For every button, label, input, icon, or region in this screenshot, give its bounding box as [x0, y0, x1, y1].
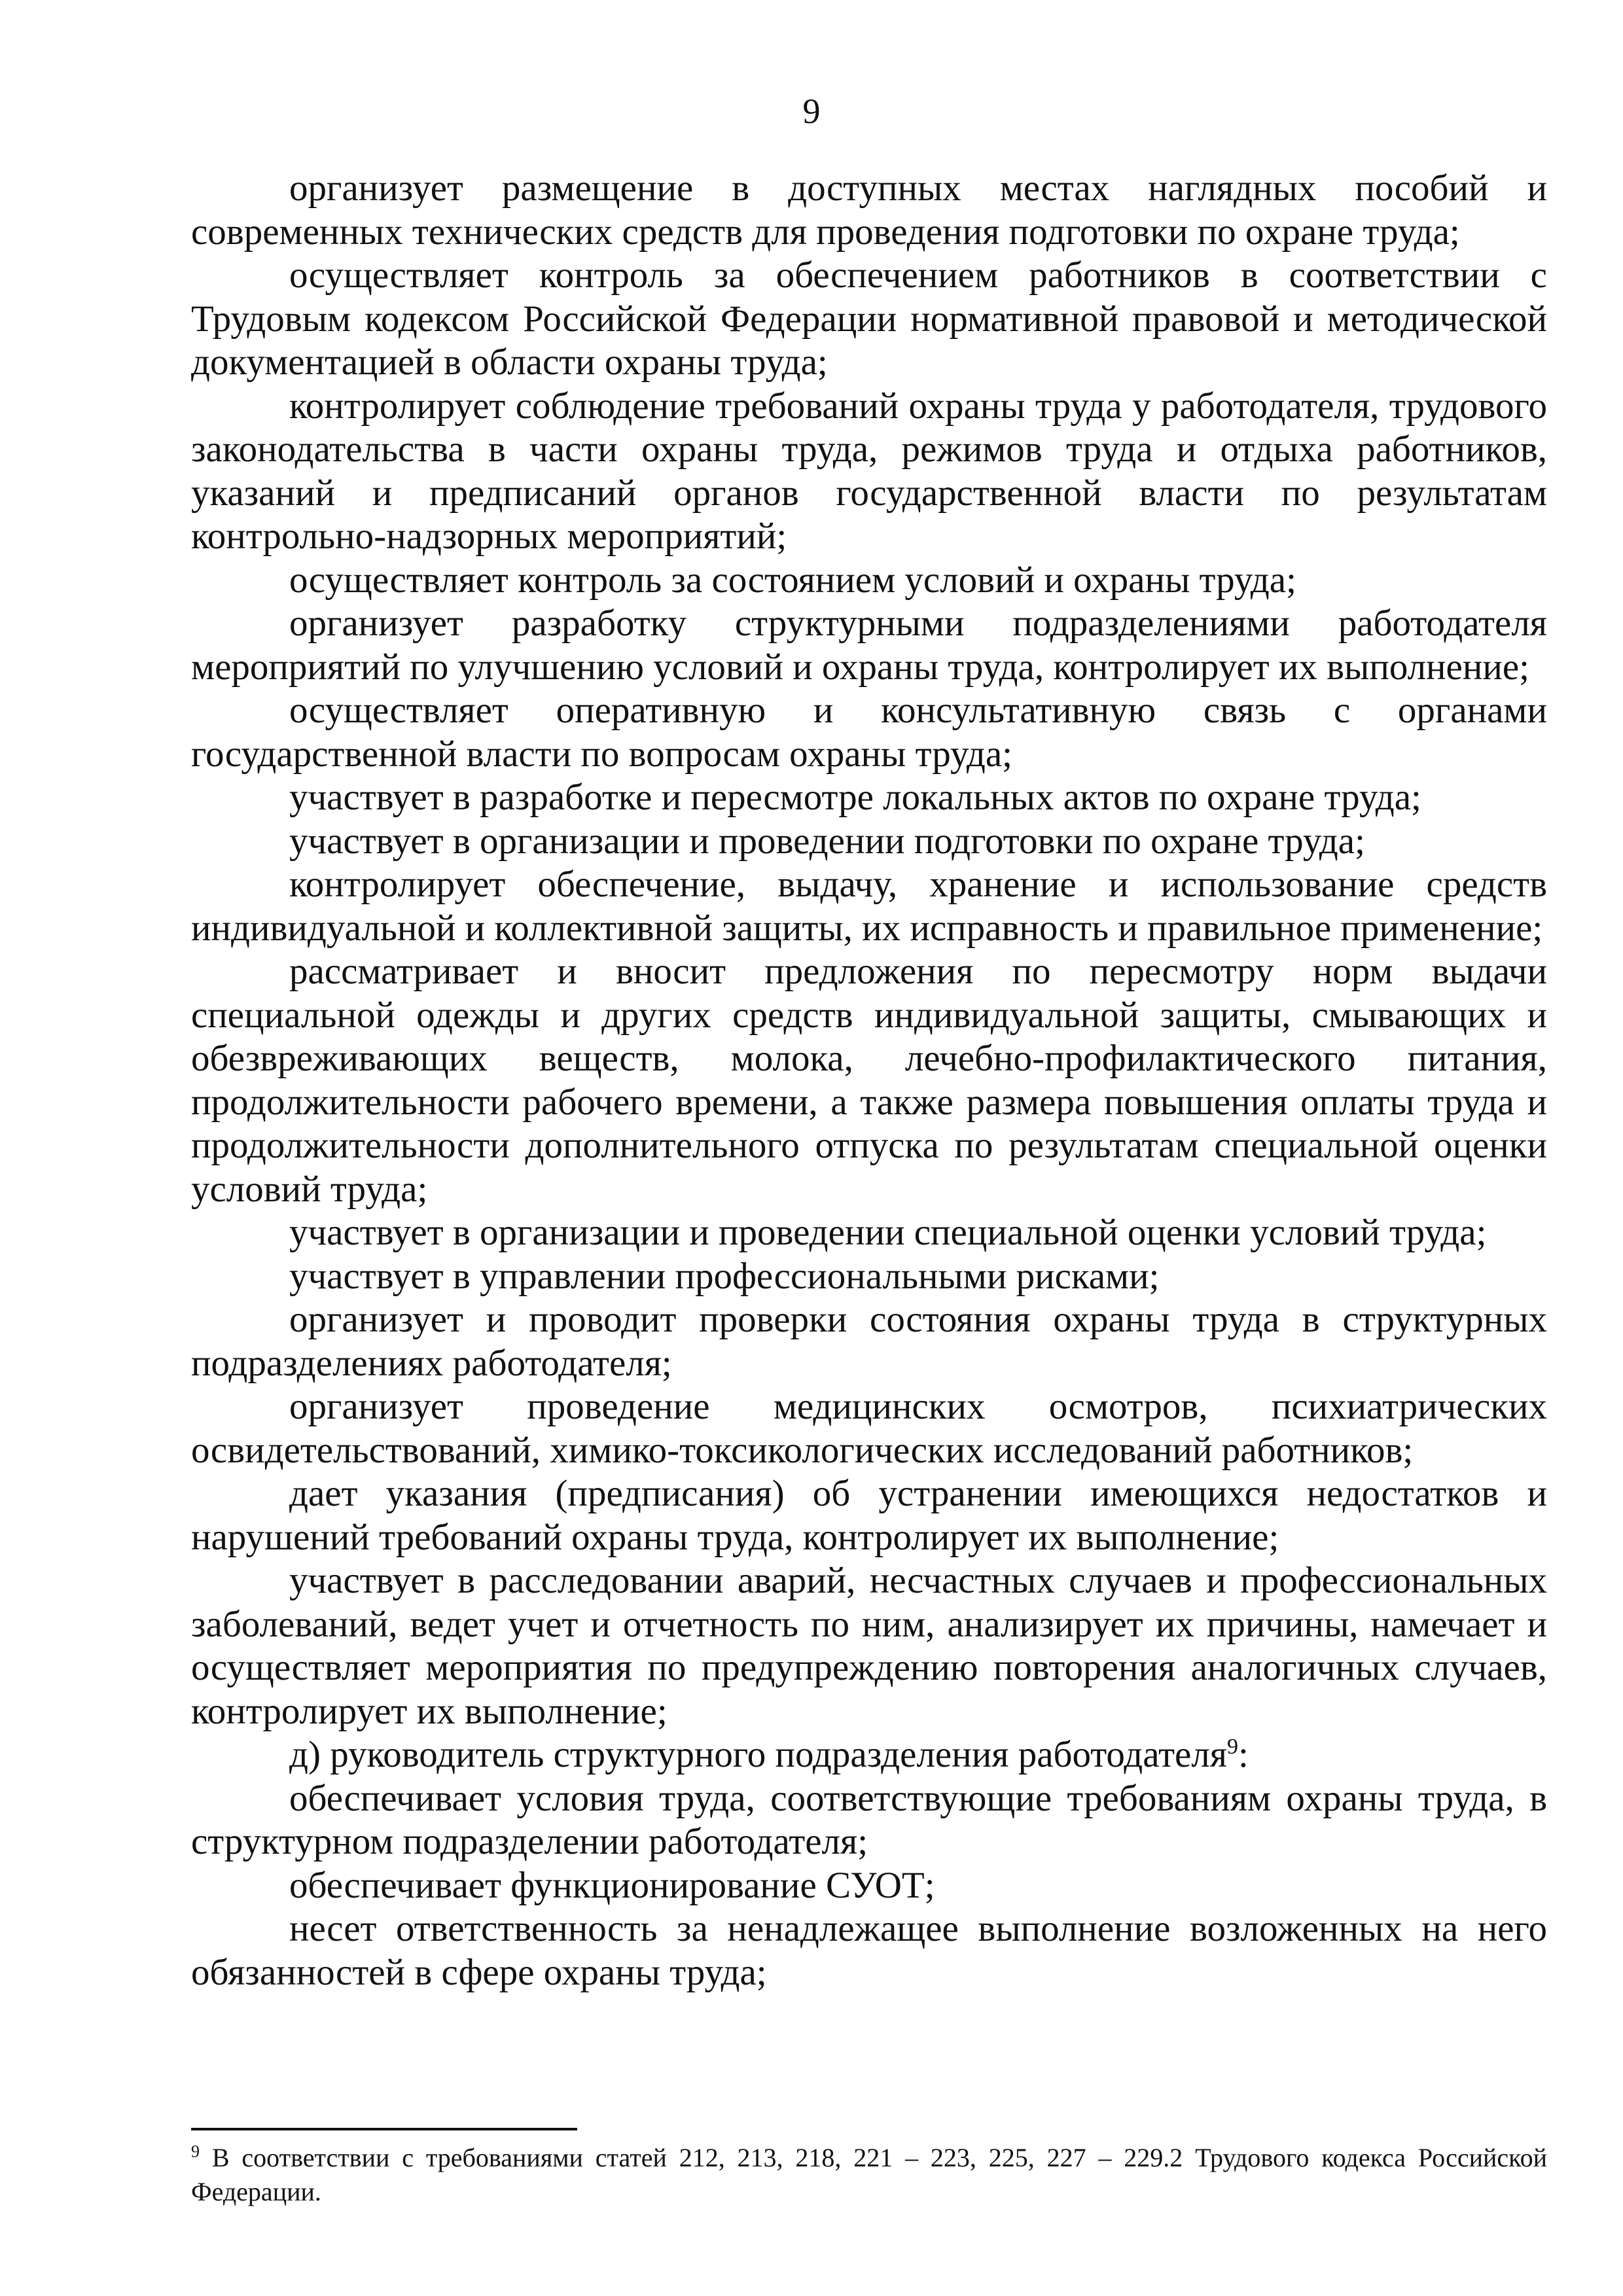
- section-d-heading-colon: :: [1238, 1734, 1249, 1775]
- paragraph: несет ответственность за ненадлежащее выполнение возложенных на него обязанностей в сфере охраны труда;: [191, 1908, 1547, 1993]
- paragraph: организует разработку структурными подразделениями работодателя мероприятий по улучшению условий и охраны труда, контролирует их выполнение;: [191, 603, 1547, 688]
- paragraph: организует размещение в доступных местах наглядных пособий и современных технических средств для проведения подготовки по охране труда;: [191, 168, 1547, 253]
- paragraph: осуществляет контроль за обеспечением работников в соответствии с Трудовым кодексом Российской Федерации нормативной правовой и методической документацией в области охраны труда;: [191, 255, 1547, 383]
- paragraph: рассматривает и вносит предложения по пересмотру норм выдачи специальной одежды и других средств индивидуальной защиты, смывающих и обезвреживающих веществ, молока, лечебно-профилактического питания, продолжительности рабочего времени, а также размера повышения оплаты труда и продолжительности дополнительного отпуска по результатам специальной оценки условий труда;: [191, 951, 1547, 1210]
- paragraph: обеспечивает функционирование СУОТ;: [289, 1864, 935, 1906]
- document-body: [191, 167, 1547, 1994]
- paragraph: участвует в организации и проведении подготовки по охране труда;: [289, 820, 1365, 862]
- footnote-reference[interactable]: 9: [1226, 1735, 1238, 1759]
- paragraph: осуществляет контроль за состоянием условий и охраны труда;: [289, 559, 1296, 601]
- page-number: 9: [802, 92, 821, 131]
- paragraph: обеспечивает условия труда, соответствующие требованиям охраны труда, в структурном подразделении работодателя;: [191, 1777, 1547, 1862]
- paragraph: участвует в управлении профессиональными рисками;: [289, 1255, 1160, 1297]
- footnote: [191, 2141, 1547, 2209]
- section-d-heading-text: д) руководитель структурного подразделения работодателя: [289, 1734, 1227, 1775]
- paragraph: участвует в разработке и пересмотре локальных актов по охране труда;: [289, 777, 1421, 818]
- paragraph: контролирует обеспечение, выдачу, хранение и использование средств индивидуальной и коллективной защиты, их исправность и правильное применение;: [191, 864, 1547, 949]
- paragraph: дает указания (предписания) об устранении имеющихся недостатков и нарушений требований охраны труда, контролирует их выполнение;: [191, 1473, 1547, 1558]
- footnote-marker: 9: [191, 2142, 200, 2161]
- footnote-text: В соответствии с требованиями статей 212, 213, 218, 221 – 223, 225, 227 – 229.2 Трудового кодекса Российской Федерации.: [191, 2143, 1547, 2206]
- paragraph: организует проведение медицинских осмотров, психиатрических освидетельствований, химико-токсикологических исследований работников;: [191, 1386, 1547, 1471]
- paragraph: организует и проводит проверки состояния охраны труда в структурных подразделениях работодателя;: [191, 1299, 1547, 1384]
- paragraph: участвует в организации и проведении специальной оценки условий труда;: [289, 1212, 1487, 1253]
- paragraph: контролирует соблюдение требований охраны труда у работодателя, трудового законодательства в части охраны труда, режимов труда и отдыха работников, указаний и предписаний органов государственной власти по результатам контрольно-надзорных мероприятий;: [191, 385, 1547, 557]
- footnote-divider: [191, 2128, 577, 2130]
- section-d-heading: [191, 1733, 1547, 1777]
- paragraph: осуществляет оперативную и консультативную связь с органами государственной власти по вопросам охраны труда;: [191, 690, 1547, 775]
- paragraph: участвует в расследовании аварий, несчастных случаев и профессиональных заболеваний, ведет учет и отчетность по ним, анализирует их причины, намечает и осуществляет мероприятия по предупреждению повторения аналогичных случаев, контролирует их выполнение;: [191, 1560, 1547, 1732]
